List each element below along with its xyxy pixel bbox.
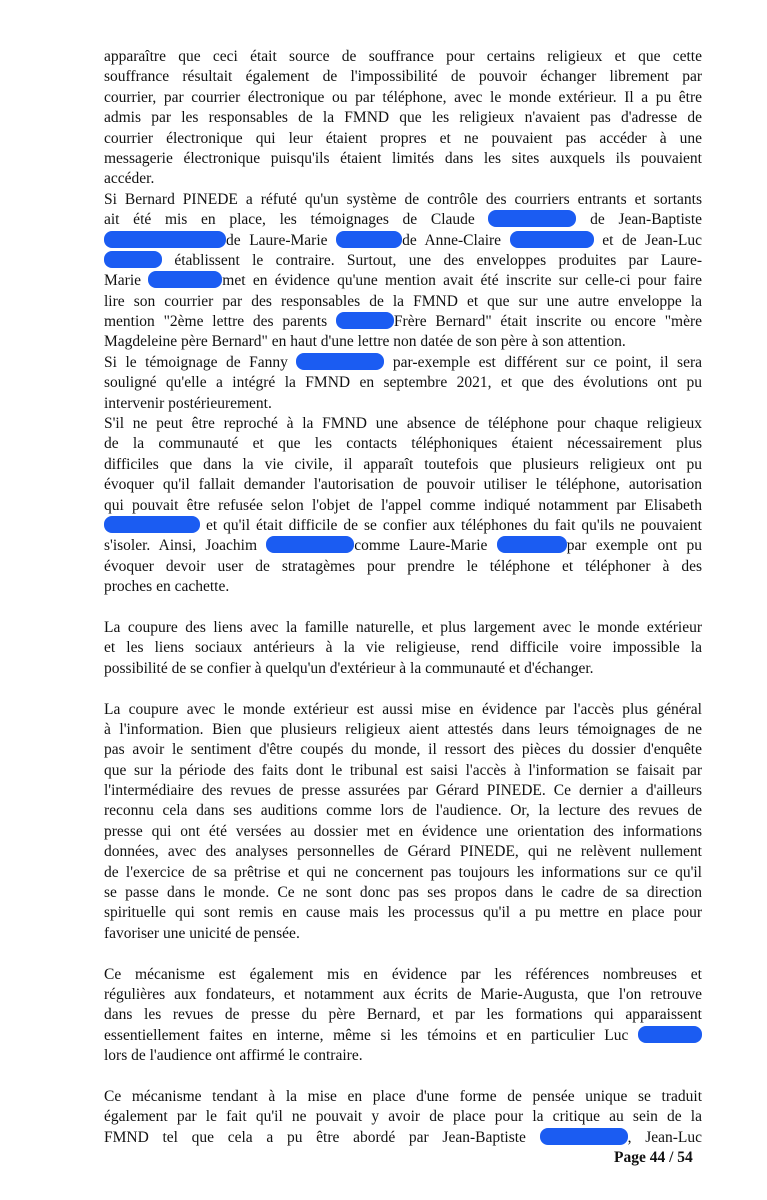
redaction-box [510, 231, 594, 248]
text-segment: Marie [104, 272, 149, 290]
text-line: difficiles que dans la vie civile, il apparaît toutefois que plusieurs religieux ont pu [104, 455, 702, 473]
text-line: admis par les responsables de la FMND que les religieux n'avaient pas d'adresse de [104, 109, 702, 127]
redaction-box [104, 231, 226, 248]
text-line: qui pouvait être refusée selon l'objet de l'appel comme indiqué notamment par Elisabeth [104, 496, 702, 514]
text-line: presse qui ont été versées au dossier met en évidence une orientation des informations [104, 822, 702, 840]
text-line: également par le fait qu'il ne pouvait y avoir de place pour la critique au sein de la [104, 1108, 702, 1126]
text-line: de l'exercice de sa prêtrise et qui ne concernent pas toujours les informations sur ce qu'il [104, 863, 702, 881]
text-line: courrier, par courrier électronique ou par téléphone, avec le monde extérieur. Il a pu être [104, 88, 702, 106]
text-segment: FMND tel que cela a pu être abordé par Jean-Baptiste [104, 1128, 540, 1146]
text-line: souligné qu'elle a intégré la FMND en septembre 2021, et que des évolutions ont pu [104, 374, 702, 392]
text-line: favoriser une unicité de pensée. [104, 924, 300, 942]
text-line: lire son courrier par des responsables de la FMND et que sur une autre enveloppe la [104, 292, 702, 310]
text-segment: essentiellement faites en interne, même si les témoins et en particulier Luc [104, 1026, 638, 1044]
text-line: Ce mécanisme est également mis en évidence par les références nombreuses et [104, 965, 702, 983]
text-line: courrier électronique qui leur étaient propres et ne pouvaient pas accéder à une [104, 129, 702, 147]
text-line: que sur la période des faits dont le tribunal est saisi l'accès à l'information se faisait par [104, 761, 702, 779]
text-line: messagerie électronique puisqu'ils étaient limités dans les sites auxquels ils pouvaient [104, 149, 702, 167]
text-segment: mention "2ème lettre des parents [104, 313, 336, 331]
text-segment: , Jean-Luc [627, 1128, 702, 1146]
text-line: et les liens sociaux antérieurs à la vie religieuse, rend difficile voire impossible la [104, 639, 702, 657]
blank-line [104, 679, 702, 699]
text-line [104, 353, 702, 373]
text-line: Magdeleine père Bernard" en haut d'une lettre non datée de son père à son attention. [104, 333, 626, 351]
text-segment: comme Laure-Marie [354, 537, 497, 555]
body-text [104, 47, 702, 1148]
text-line: à l'information. Bien que plusieurs religieux aient attestés dans leurs témoignages de ne [104, 720, 702, 738]
text-segment: Si le témoignage de Fanny [104, 353, 297, 371]
text-line: apparaître que ceci était source de souffrance pour certains religieux et que cette [104, 48, 702, 65]
text-line [104, 1026, 702, 1046]
blank-line [104, 1067, 702, 1087]
text-segment: s'isoler. Ainsi, Joachim [104, 537, 267, 555]
redaction-box [638, 1026, 702, 1043]
text-line [104, 231, 702, 251]
redaction-box [540, 1128, 628, 1145]
redaction-box [488, 210, 576, 227]
text-line: Si Bernard PINEDE a réfuté qu'un système de contrôle des courriers entrants et sortants [104, 190, 702, 208]
text-line [104, 271, 702, 291]
blank-line [104, 598, 702, 618]
text-line [104, 1128, 702, 1148]
text-line: l'intermédiaire des revues de presse assurées par Gérard PINEDE. Ce dernier a d'ailleurs [104, 782, 702, 800]
text-line: possibilité de se confier à quelqu'un d'extérieur à la communauté et d'échanger. [104, 659, 594, 677]
redaction-box [296, 353, 384, 370]
text-line [104, 251, 702, 271]
redaction-box [336, 312, 394, 329]
text-line: La coupure avec le monde extérieur est aussi mise en évidence par l'accès plus général [104, 700, 702, 718]
text-line: données, avec des analyses personnelles de Gérard PINEDE, qui ne relèvent nullement [104, 843, 702, 861]
redaction-box [497, 536, 567, 553]
text-segment: met en évidence qu'une mention avait été inscrite sur celle-ci pour faire [222, 272, 702, 290]
redaction-box [104, 251, 162, 268]
text-segment: de Jean-Baptiste [576, 211, 702, 229]
text-segment: Frère Bernard" était inscrite ou encore "mère [393, 313, 703, 331]
blank-line [104, 944, 702, 964]
redaction-box [104, 516, 200, 533]
text-line: Ce mécanisme tendant à la mise en place d'une forme de pensée unique se traduit [104, 1087, 702, 1105]
text-line [104, 536, 702, 556]
page-number: Page 44 / 54 [614, 1149, 693, 1166]
text-line: souffrance résultait également de l'impossibilité de pouvoir échanger librement par [104, 68, 702, 86]
text-line: lors de l'audience ont affirmé le contraire. [104, 1047, 363, 1065]
text-segment: établissent le contraire. Surtout, une des enveloppes produites par Laure- [162, 251, 702, 269]
text-line: dans les revues de presse du père Bernard, et par les formations qui apparaissent [104, 1006, 702, 1024]
text-line: pas avoir le sentiment d'être coupés du monde, il ressort des pièces du dossier d'enquête [104, 741, 702, 759]
text-segment: et de Jean-Luc [593, 231, 702, 249]
text-segment: et qu'il était difficile de se confier aux téléphones du fait qu'ils ne pouvaient [200, 516, 702, 534]
text-line: évoquer qu'il fallait demander l'autorisation de pouvoir utiliser le téléphone, autorisation [104, 476, 702, 494]
text-segment: de Laure-Marie [226, 231, 337, 249]
text-line: intervenir postérieurement. [104, 394, 272, 412]
text-line: S'il ne peut être reproché à la FMND une absence de téléphone pour chaque religieux [104, 415, 702, 433]
text-line: de la communauté et que les contacts téléphoniques étaient nécessairement plus [104, 435, 702, 453]
text-line: se passe dans le monde. Ce ne sont donc pas ses propos dans le cadre de sa direction [104, 884, 702, 902]
text-line [104, 312, 702, 332]
text-segment: de Anne-Claire [402, 231, 510, 249]
text-line: accéder. [104, 170, 155, 188]
text-line [104, 516, 702, 536]
redaction-box [336, 231, 402, 248]
redaction-box [266, 536, 354, 553]
text-segment: par exemple ont pu [566, 537, 703, 555]
text-line: La coupure des liens avec la famille naturelle, et plus largement avec le monde extérieur [104, 618, 702, 636]
text-line: spirituelle qui sont remis en cause mais les processus qu'il a pu mettre en place pour [104, 904, 702, 922]
text-line: proches en cachette. [104, 578, 230, 596]
text-line: régulières aux fondateurs, et notamment aux écrits de Marie-Augusta, que l'on retrouve [104, 985, 702, 1003]
text-segment: par-exemple est différent sur ce point, il sera [384, 353, 702, 371]
text-segment: ait été mis en place, les témoignages de Claude [104, 211, 489, 229]
text-line: reconnu cela dans ses auditions comme lors de l'audience. Or, la lecture des revues de [104, 802, 702, 820]
redaction-box [148, 271, 222, 288]
text-line [104, 210, 702, 230]
text-line: évoquer devoir user de stratagèmes pour prendre le téléphone et téléphoner à des [104, 557, 702, 575]
